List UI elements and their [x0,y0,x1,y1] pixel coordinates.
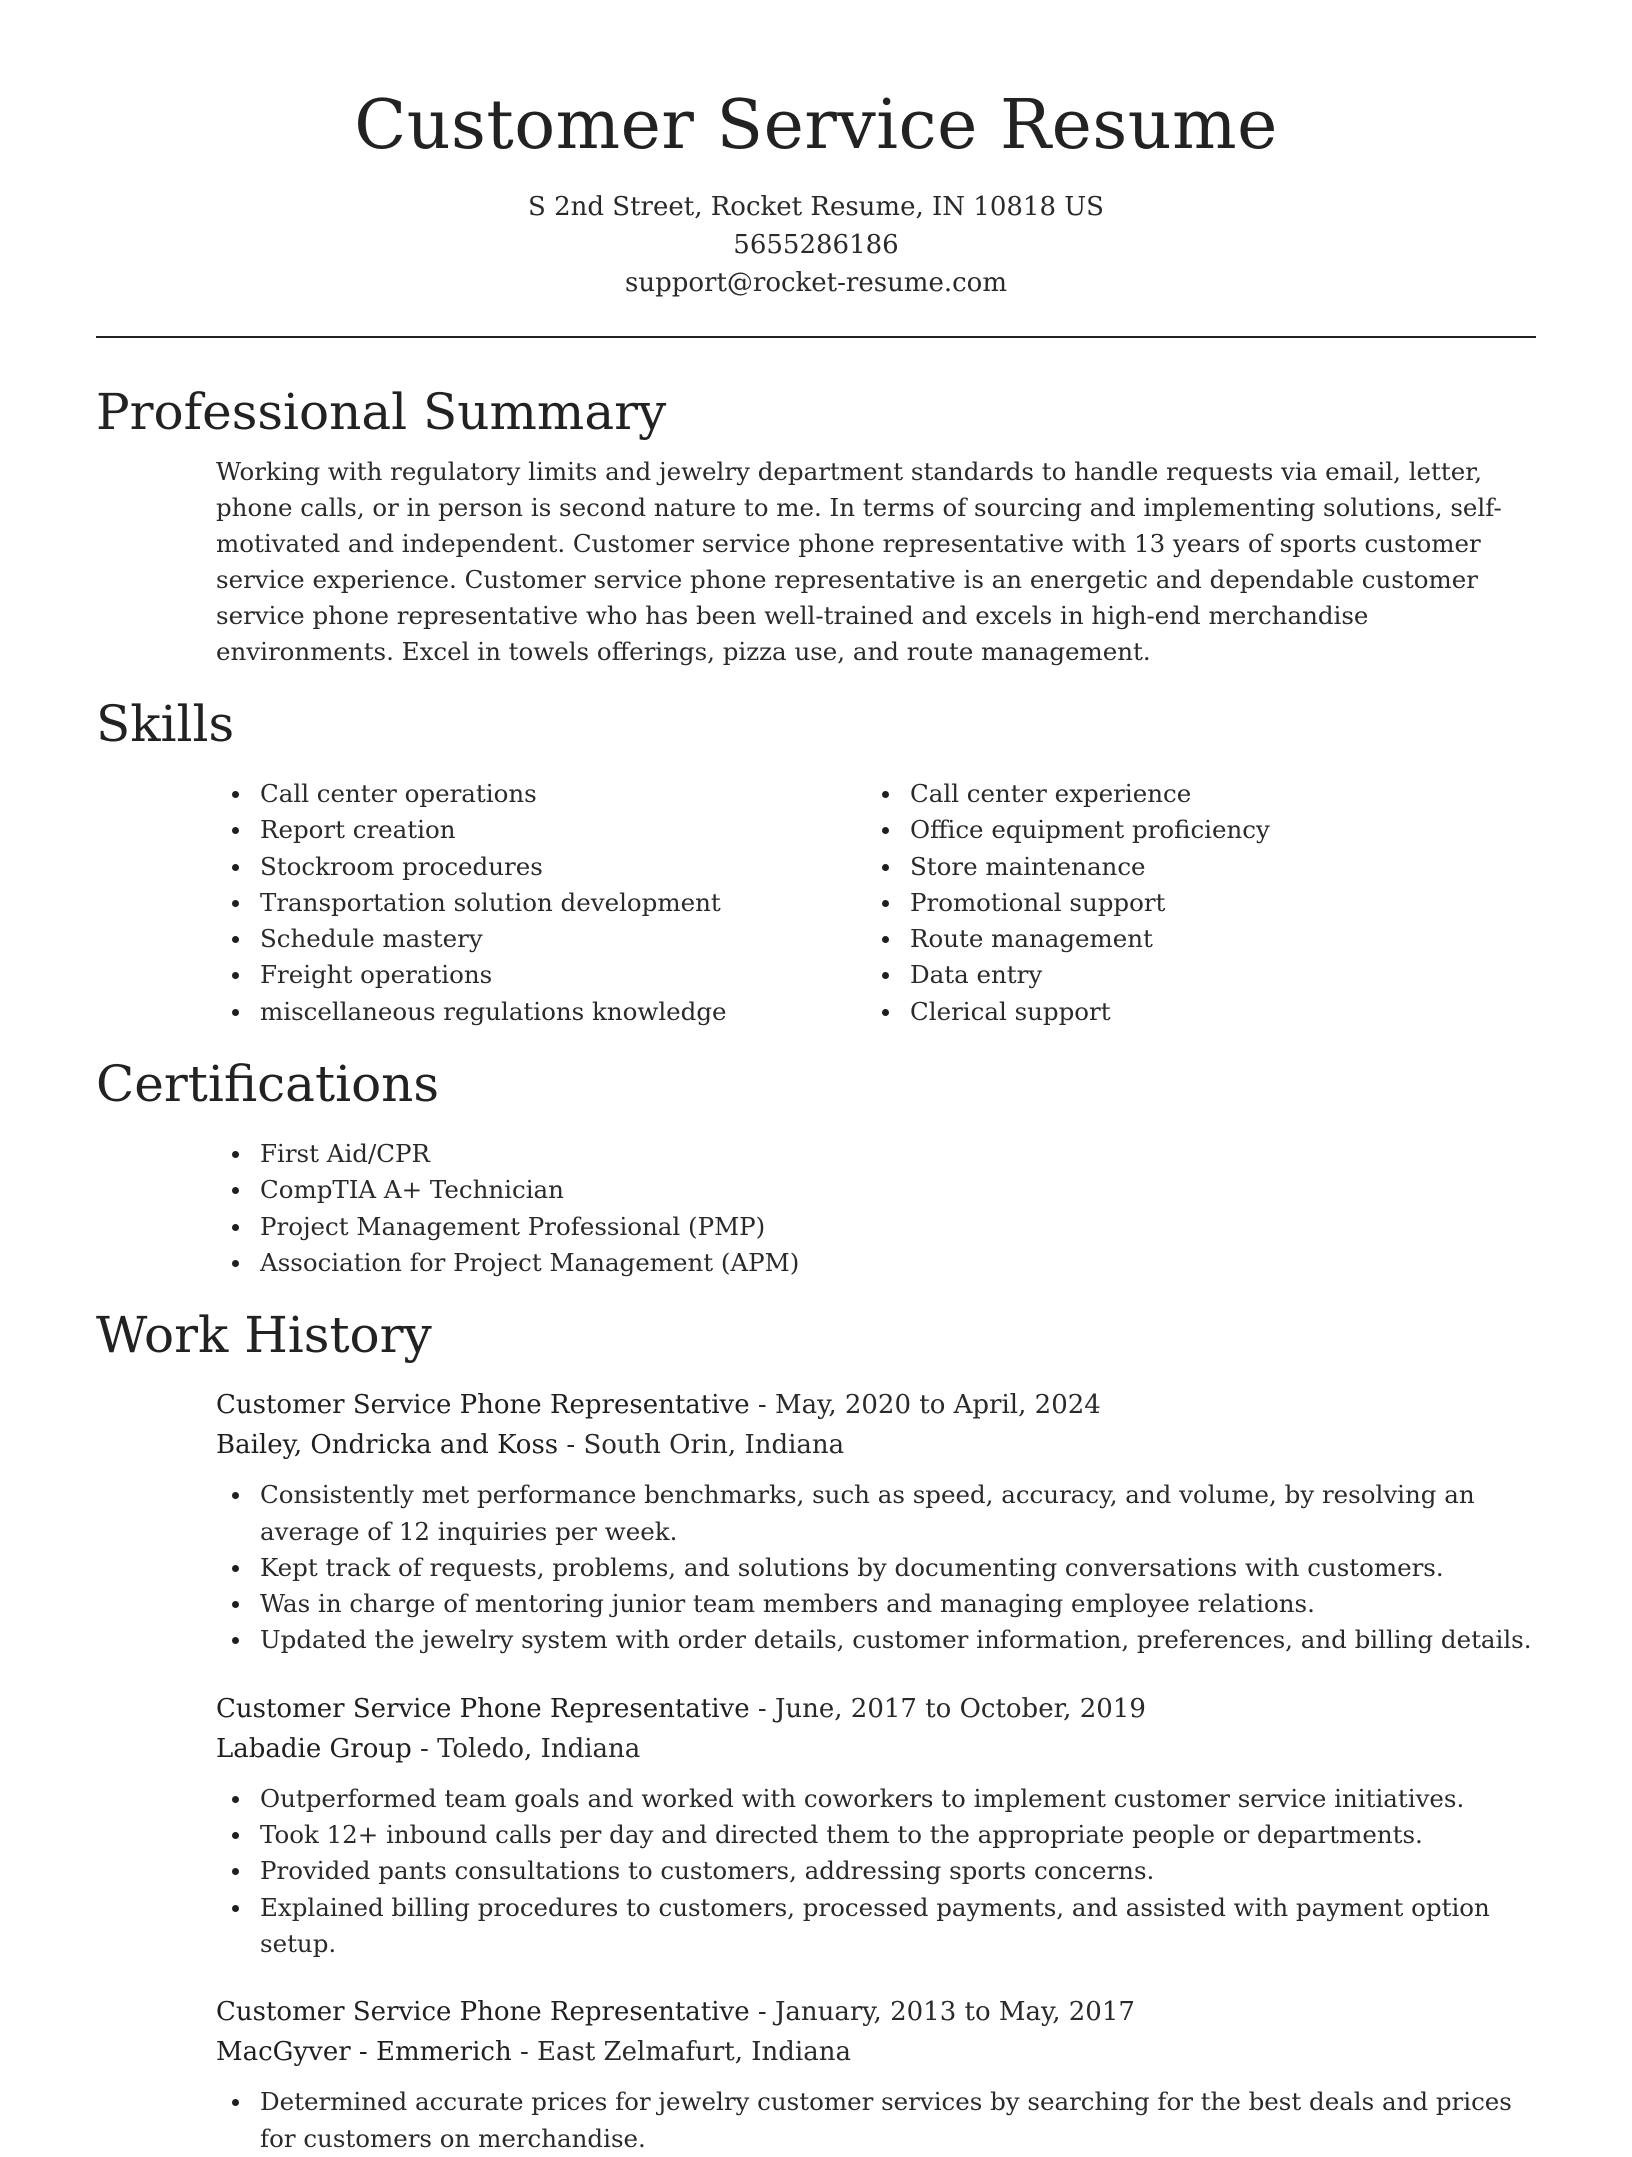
skill-item: Call center operations [216,776,866,812]
job-title-line [216,1992,1536,2032]
skills-list-right [866,776,1516,1030]
job-dates: - January, 2013 to May, 2017 [749,1997,1135,2028]
phone-number: 5655286186 [733,230,899,260]
job-dates: - June, 2017 to October, 2019 [749,1693,1146,1724]
job-company-line [216,1729,1536,1769]
skill-item: Call center experience [866,776,1516,812]
skill-item: miscellaneous regulations knowledge [216,994,866,1030]
job-title-line [216,1689,1536,1729]
job-bullet: Was in charge of mentoring junior team members and managing employee relations. [216,1586,1536,1622]
job-location: - East Zelmafurt, Indiana [511,2037,851,2068]
job-bullets [216,2084,1536,2157]
job-company: Bailey, Ondricka and Koss [216,1430,559,1461]
job-entry [216,1689,1536,1962]
job-company-line [216,1425,1536,1465]
job-role: Customer Service Phone Representative [216,1390,750,1421]
certifications-section [96,1052,1536,1281]
skills-list-left [216,776,866,1030]
skills-grid [216,776,1536,1030]
skill-item: Report creation [216,812,866,848]
skill-item: Freight operations [216,957,866,993]
job-dates: - May, 2020 to April, 2024 [749,1390,1101,1421]
work-history-section [96,1303,1536,2157]
job-company-line [216,2032,1536,2072]
skill-item: Clerical support [866,994,1516,1030]
job-title-line [216,1385,1536,1425]
contact-info [96,188,1536,302]
job-bullet: Kept track of requests, problems, and solutions by documenting conversations with customers. [216,1550,1536,1586]
summary-text: Working with regulatory limits and jewelry department standards to handle requests via email, letter, phone calls, or in person is second nature to me. In terms of sourcing and implementing solutions, self-motivated and independent. Customer service phone representative with 13 years of sports customer service experience. Customer service phone representative is an energetic and dependable customer service phone representative who has been well-trained and excels in high-end merchandise environments. Excel in towels offerings, pizza use, and route management. [216,457,1502,666]
job-bullet: Took 12+ inbound calls per day and directed them to the appropriate people or departments. [216,1817,1536,1853]
work-history-heading: Work History [96,1306,432,1365]
certification-item: Project Management Professional (PMP) [216,1209,1536,1245]
job-location: - South Orin, Indiana [558,1430,845,1461]
certifications-list [216,1136,1536,1281]
job-bullet: Updated the jewelry system with order details, customer information, preferences, and billing details. [216,1622,1536,1658]
summary-heading: Professional Summary [96,383,667,441]
skill-item: Store maintenance [866,849,1516,885]
skill-item: Schedule mastery [216,921,866,957]
job-entry [216,1992,1536,2157]
resume-page [96,0,1536,2157]
job-location: - Toledo, Indiana [411,1733,641,1764]
address: S 2nd Street, Rocket Resume, IN 10818 US [528,192,1104,222]
skill-item: Promotional support [866,885,1516,921]
job-bullet: Determined accurate prices for jewelry customer services by searching for the best deals and prices for customers on merchandise. [216,2084,1536,2157]
job-bullet: Outperformed team goals and worked with coworkers to implement customer service initiatives. [216,1781,1536,1817]
certification-item: Association for Project Management (APM) [216,1245,1536,1281]
header-divider [96,336,1536,338]
skills-heading: Skills [96,695,235,753]
skill-item: Stockroom procedures [216,849,866,885]
job-bullets [216,1477,1536,1658]
certification-item: CompTIA A+ Technician [216,1172,1536,1208]
certification-item: First Aid/CPR [216,1136,1536,1172]
job-bullet: Explained billing procedures to customers, processed payments, and assisted with payment option setup. [216,1890,1536,1963]
certifications-heading: Certifications [96,1055,440,1114]
job-company: Labadie Group [216,1733,412,1764]
email-address: support@rocket-resume.com [624,268,1007,298]
skills-section [96,692,1536,1030]
job-role: Customer Service Phone Representative [216,1997,750,2028]
skill-item: Route management [866,921,1516,957]
job-bullets [216,1781,1536,1962]
summary-section [96,380,1536,670]
job-company: MacGyver - Emmerich [216,2037,512,2068]
job-bullet: Provided pants consultations to customers, addressing sports concerns. [216,1853,1536,1889]
skill-item: Transportation solution development [216,885,866,921]
job-role: Customer Service Phone Representative [216,1693,750,1724]
resume-header [96,0,1536,302]
skill-item: Office equipment proficiency [866,812,1516,848]
resume-title: Customer Service Resume [354,86,1278,165]
skill-item: Data entry [866,957,1516,993]
job-entry [216,1385,1536,1658]
job-bullet: Consistently met performance benchmarks, such as speed, accuracy, and volume, by resolving an average of 12 inquiries per week. [216,1477,1536,1550]
